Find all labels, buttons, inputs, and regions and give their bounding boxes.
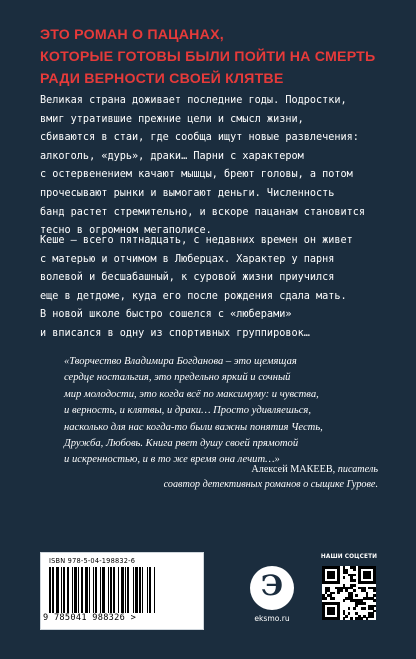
qr-module <box>353 569 356 572</box>
barcode-bar <box>72 567 73 613</box>
paragraph-line: волевой и бесшабашный, к суровой жизни приучился <box>40 272 335 284</box>
qr-module <box>363 602 366 605</box>
barcode-bar <box>154 567 155 613</box>
qr-module <box>343 576 346 579</box>
eksmo-logo-icon <box>250 566 294 610</box>
isbn-barcode <box>40 552 204 630</box>
barcode-bar <box>67 567 68 613</box>
barcode-bar <box>139 567 141 613</box>
barcode-bar <box>81 567 83 613</box>
qr-module <box>348 612 351 615</box>
qr-module <box>343 617 346 620</box>
paragraph-line: В новой школе быстро сошелся с «люберами» <box>40 309 292 321</box>
qr-module <box>348 607 351 610</box>
barcode-bar <box>125 567 126 613</box>
quote-line: мир молодости, это когда всё по максимуму: и чувства, <box>64 388 319 400</box>
headline-line: РАДИ ВЕРНОСТИ СВОЕЙ КЛЯТВЕ <box>40 71 284 87</box>
qr-module <box>355 594 358 597</box>
qr-module <box>373 594 376 597</box>
barcode-bar <box>63 567 65 613</box>
paragraph-line: сбиваются в стаи, где сообща ищут новые развлечения: <box>40 132 359 144</box>
paragraph-line: Великая страна доживает последние годы. Подростки, <box>40 95 347 106</box>
qr-module <box>373 589 376 592</box>
synopsis-paragraph-2 <box>40 232 380 344</box>
barcode-bar <box>118 567 119 613</box>
headline-line: ЭТО РОМАН О ПАЦАНАХ, <box>40 27 224 43</box>
isbn-label: ISBN 978-5-04-198832-6 <box>49 557 136 565</box>
barcode-bar <box>56 567 59 613</box>
barcode-bar <box>100 567 101 613</box>
quote-line: насколько для нас когда-то были важны понятия Честь, <box>64 421 323 433</box>
barcode-bar <box>78 567 79 613</box>
qr-code-icon <box>322 566 376 620</box>
qr-module <box>350 617 353 620</box>
qr-module <box>353 579 356 582</box>
qr-module <box>332 576 335 579</box>
quote-line: сердце ностальгия, это предельно яркий и сочный <box>64 372 291 384</box>
qr-module <box>363 607 366 610</box>
paragraph-line: Кеше – всего пятнадцать, с недавних времен он живет <box>40 235 353 246</box>
review-quote <box>64 354 384 469</box>
barcode-bar <box>85 567 88 613</box>
quote-attribution <box>164 462 378 492</box>
barcode-bar <box>142 567 143 613</box>
qr-module <box>332 592 335 595</box>
social-label: НАШИ СОЦСЕТИ <box>320 554 378 560</box>
paragraph-line: вмиг утратившие прежние цели и смысл жизни, <box>40 113 304 125</box>
qr-module <box>337 617 340 620</box>
eksmo-logo-letter: Э <box>260 569 284 602</box>
qr-module <box>353 574 356 577</box>
qr-module <box>337 592 340 595</box>
qr-module <box>373 610 376 613</box>
paragraph-line: и вписался в одну из спортивных группировок… <box>40 327 310 339</box>
barcode-bar <box>49 567 51 613</box>
qr-module <box>332 597 335 600</box>
publisher-url: eksmo.ru <box>254 614 290 623</box>
paragraph-line: банд растет стремительно, и вскоре пацанам становится <box>40 206 366 218</box>
qr-module <box>355 605 358 608</box>
attribution-role-detail: соавтор детективных романов о сыщике Гурове. <box>163 479 378 490</box>
paragraph-line: тесно в огромном мегаполисе. <box>40 225 212 237</box>
paragraph-line: прочесывают рынки и вымогают деньги. Численность <box>40 187 335 199</box>
paragraph-line: с матерью и отчимом в Люберцах. Характер у парня <box>40 253 335 265</box>
paragraph-line: с остервенением качают мышцы, бреют головы, а потом <box>40 169 353 181</box>
barcode-bar <box>89 567 90 613</box>
barcode-bar <box>121 567 123 613</box>
barcode-bar <box>61 567 62 613</box>
barcode-bar <box>133 567 134 613</box>
barcode-bar <box>74 567 76 613</box>
qr-module <box>340 589 343 592</box>
qr-module <box>366 617 369 620</box>
qr-module <box>361 617 364 620</box>
quote-line: «Творчество Владимира Богданова – это щемящая <box>64 356 297 367</box>
barcode-bar <box>108 567 109 613</box>
cover-headline <box>40 24 380 90</box>
qr-module <box>353 607 356 610</box>
barcode-digits: 9 785041 988326 > <box>43 613 137 623</box>
paragraph-line: алкоголь, «дурь», драки… Парни с характером <box>40 150 304 162</box>
attribution-name: Алексей МАКЕЕВ, <box>251 464 336 475</box>
qr-module <box>345 615 348 618</box>
qr-module <box>373 605 376 608</box>
paragraph-line: еще в детдоме, куда его после рождения сдала мать. <box>40 290 347 302</box>
quote-line: и искренностью, и в то же время она лечит…» <box>64 454 280 466</box>
qr-module <box>325 597 328 600</box>
qr-module <box>353 584 356 587</box>
attribution-role: писатель <box>337 464 378 475</box>
quote-line: Дружба, Любовь. Книга рвет душу своей прямотой <box>64 438 299 450</box>
qr-module <box>332 612 335 615</box>
qr-module <box>368 576 371 579</box>
qr-module <box>373 581 376 584</box>
barcode-bar <box>127 567 129 613</box>
qr-module <box>353 589 356 592</box>
barcode-bar <box>110 567 112 613</box>
barcode-bar <box>93 567 94 613</box>
barcode-bar <box>52 567 53 613</box>
qr-module <box>337 581 340 584</box>
barcode-bar <box>149 567 151 613</box>
barcode-bars <box>49 567 195 613</box>
qr-module <box>343 599 346 602</box>
headline-line: КОТОРЫЕ ГОТОВЫ БЫЛИ ПОЙТИ НА СМЕРТЬ <box>40 49 376 65</box>
qr-module <box>373 599 376 602</box>
qr-module <box>371 615 374 618</box>
barcode-bar <box>113 567 114 613</box>
barcode-bar <box>135 567 137 613</box>
barcode-bar <box>95 567 97 613</box>
barcode-bar <box>147 567 148 613</box>
barcode-bar <box>102 567 105 613</box>
synopsis-paragraph-1 <box>40 92 380 241</box>
quote-line: и верность, и клятвы, и драки… Просто удивляешься, <box>64 405 311 417</box>
